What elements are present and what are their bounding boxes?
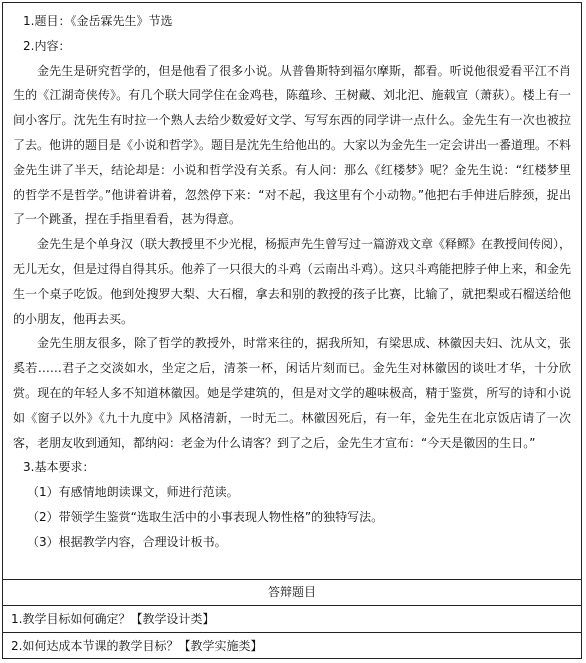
question-body: [3, 3, 581, 578]
paragraph-2: 金先生是个单身汉（联大教授里不少光棍，杨振声先生曾写过一篇游戏文章《释鳏》在教授间传阅），无儿无女，但是过得自得其乐。他养了一只很大的斗鸡（云南出斗鸡）。这只斗鸡能把脖子伸上来，和金先生一个桌子吃饭。他到处搜罗大梨、大石榴，拿去和别的教授的孩子比赛，比输了，就把梨或石榴送给他的小朋友，他再去买。: [13, 237, 572, 326]
content-heading: 2.内容：: [23, 38, 71, 53]
qa-item-2: 2.如何达成本节课的教学目标？【教学实施类】: [11, 639, 263, 653]
paragraph-3: 金先生朋友很多，除了哲学的教授外，时常来往的，据我所知，有梁思成、林徽因夫妇、沈从文，张奚若……君子之交淡如水，坐定之后，清茶一杯，闲话片刻而已。金先生对林徽因的谈吐才华，十分欣赏。现在的年轻人多不知道林徽因。她是学建筑的，但是对文学的趣味极高，精于鉴赏，所写的诗和小说如《窗子以外》《九十九度中》风格清新，一时无二。林徽因死后，有一年，金先生在北京饭店请了一次客，老朋友收到通知，都纳闷：老金为什么请客？到了之后，金先生才宣布：“今天是徽因的生日。”: [13, 336, 571, 450]
qa-item-1: 1.教学目标如何确定？【教学设计类】: [11, 612, 215, 626]
requirement-3: （3）根据教学内容，合理设计板书。: [27, 534, 227, 549]
paragraph-1: 金先生是研究哲学的，但是他看了很多小说。从普鲁斯特到福尔摩斯，都看。听说他很爱看平江不肖生的《江湖奇侠传》。有几个联大同学住在金鸡巷，陈蕴珍、王树藏、刘北汜、施载宣（萧荻）。楼上有一间小客厅。沈先生有时拉一个熟人去给少数爱好文学、写写东西的同学讲一点什么。金先生有一次也被拉了去。他讲的题目是《小说和哲学》。题目是沈先生给他出的。大家以为金先生一定会讲出一番道理。不料金先生讲了半天，结论却是：小说和哲学没有关系。有人问：那么《红楼梦》呢？金先生说：“红楼梦里的哲学不是哲学。”他讲着讲着，忽然停下来：“对不起，我这里有个小动物。”他把右手伸进后脖颈，捉出了一个跳蚤，捏在手指里看看，甚为得意。: [13, 63, 572, 227]
requirement-2: （2）带领学生鉴赏“选取生活中的小事表现人物性格”的独特写法。: [27, 509, 384, 524]
qa-title: 答辩题目: [267, 585, 316, 599]
topic-line: 1.题目：《金岳霖先生》节选: [23, 14, 173, 28]
requirement-1: （1）有感情地朗读课文，师进行范读。: [27, 485, 239, 500]
exam-table: [2, 2, 582, 659]
requirements-heading: 3.基本要求：: [23, 460, 95, 475]
